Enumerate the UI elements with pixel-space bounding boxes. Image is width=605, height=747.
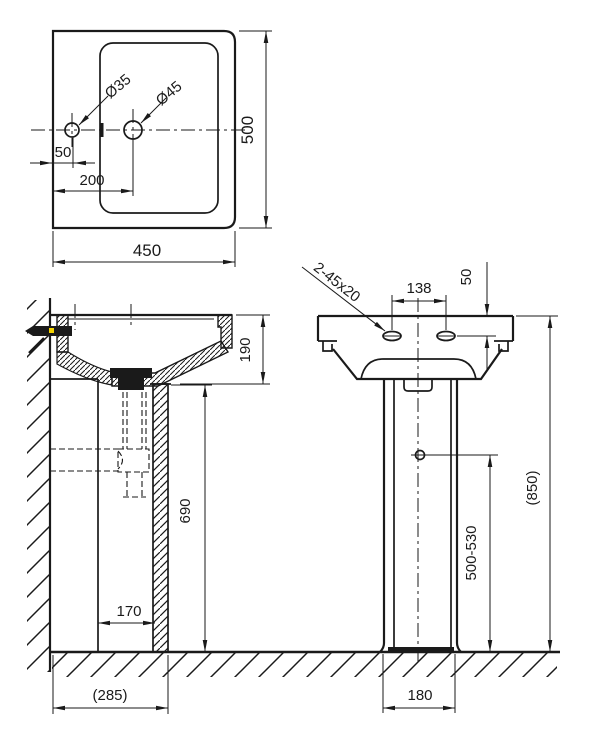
front-left-hook [323,341,332,351]
dim-offset-large-label: 200 [79,172,105,189]
hole-small-leader [79,96,108,125]
fixing-slots [383,332,455,341]
basin-inner-bowl-outline [100,43,218,213]
basin-back-bottom-section [57,352,112,385]
floor [50,652,560,677]
dim-basin-height-label: 190 [237,337,254,363]
slots-label: 2-45x20 [310,259,364,306]
dim-pedestal-height-label: 690 [177,498,194,524]
wall-hatching [27,300,50,672]
dim-width-label: 450 [132,241,162,260]
pedestal-base [388,647,454,652]
bolt-highlight-dot [49,328,54,333]
dim-overall-depth-label: (285) [92,687,128,704]
dim-outlet-height-label: 500-530 [463,525,480,581]
front-basin-outline [318,316,513,379]
dim-base-width-label: 180 [407,687,433,704]
dim-height-label: 500 [238,115,257,145]
dim-offset-small-label: 50 [54,144,72,161]
dim-pedestal-depth-label: 170 [116,603,142,620]
front-view [302,259,558,713]
dim-slot-spacing-label: 138 [406,280,432,297]
front-pedestal [380,379,498,652]
pedestal-front-section [153,384,168,652]
drain-pipe-hidden [50,392,149,497]
dim-slot-offset-label: 50 [458,268,475,286]
plan-view [30,31,272,267]
dim-overall-height-label: (850) [524,470,541,506]
floor-hatching [52,653,557,677]
hole-large-label: Ø45 [152,77,186,110]
hole-small-label: Ø35 [101,70,135,103]
